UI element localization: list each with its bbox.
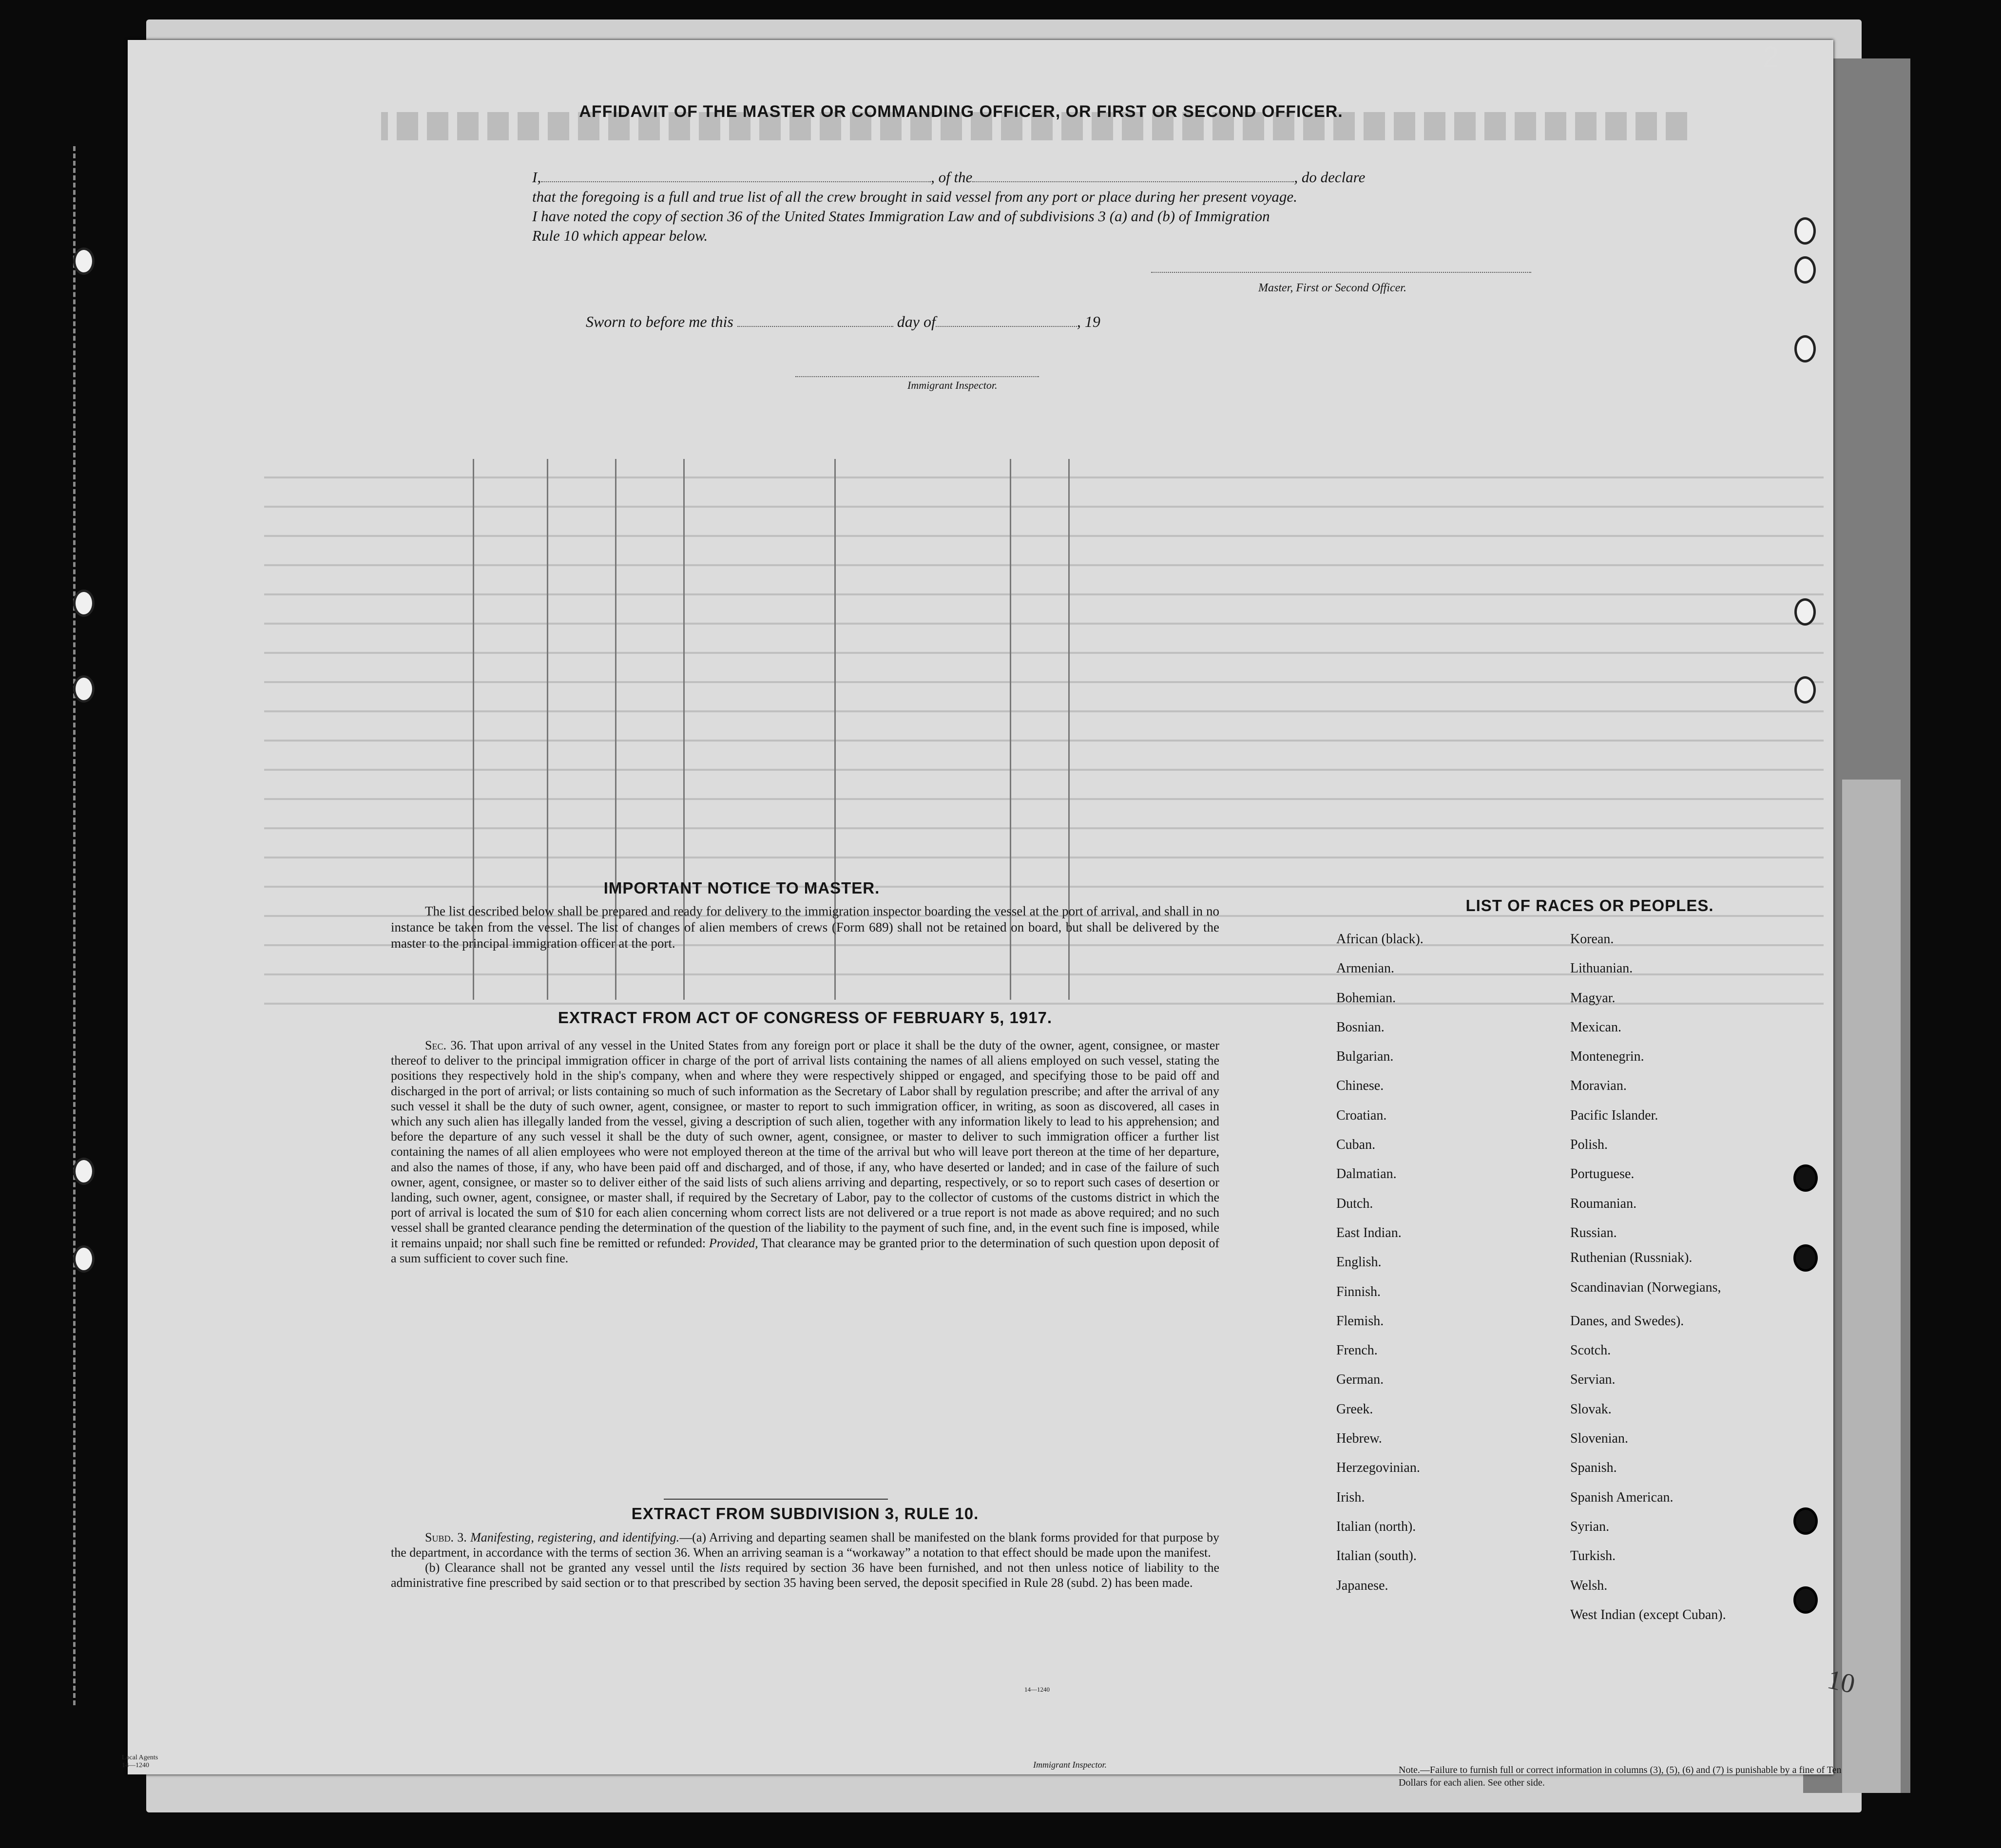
race-item: Slovenian. [1570, 1431, 1628, 1447]
inspector-signature-blank[interactable] [795, 376, 1039, 377]
race-item: Lithuanian. [1570, 961, 1633, 976]
punch-hole [1793, 1507, 1818, 1535]
subd-heading: Manifesting, registering, and identifying. [470, 1530, 680, 1544]
form-code: 14—1240 [1024, 1686, 1050, 1693]
race-item: Scandinavian (Norwegians, [1570, 1279, 1721, 1295]
race-item: Chinese. [1336, 1078, 1384, 1094]
race-item: Ruthenian (Russniak). [1570, 1250, 1693, 1266]
race-item: Herzegovinian. [1336, 1460, 1420, 1476]
race-item: Russian. [1570, 1225, 1617, 1240]
handwritten-page-number: 2 [1763, 40, 1779, 73]
provided-word: Provided, [709, 1236, 758, 1250]
inspector-label: Immigrant Inspector. [907, 379, 998, 391]
race-item: Dalmatian. [1336, 1166, 1397, 1182]
handwritten-margin-number: 10 [1825, 1664, 1858, 1700]
punch-hole [1794, 217, 1816, 245]
para-b-rest: required by section 36 have been furnished, and not then unless notice of liability to the administrative fine prescribed by said section or to that prescribed by section 35 having been served, the deposit specified in Rule 28 (subd. 2) has been made. [391, 1561, 1220, 1590]
left-punch-hole [73, 675, 95, 703]
race-item: French. [1336, 1343, 1378, 1358]
para-a-text: —(a) Arriving and departing seamen shall be manifested on the blank forms provided for that purpose by the department, in accordance with the terms of section 36. When an arriving seaman is a “workaway” a notation to that effect should be made upon the manifest. [391, 1530, 1219, 1560]
affidavit-do-declare: , do declare [1294, 169, 1366, 186]
para-a [391, 1530, 1219, 1560]
affidavit-line-2: that the foregoing is a full and true list of all the crew brought in said vessel from any port or place during her present voyage. [532, 188, 1297, 205]
race-item: Polish. [1570, 1137, 1608, 1153]
race-item: Japanese. [1336, 1578, 1388, 1593]
punch-hole [1794, 335, 1816, 362]
race-item: Slovak. [1570, 1401, 1612, 1417]
race-item: Bohemian. [1336, 990, 1396, 1006]
race-item: Korean. [1570, 932, 1614, 947]
race-item: East Indian. [1336, 1225, 1402, 1240]
sworn-month-blank[interactable] [936, 314, 1077, 327]
para-b-start: Clearance shall not be granted any vessel until the [444, 1561, 715, 1575]
punch-hole [1793, 1586, 1818, 1614]
race-item: Welsh. [1570, 1578, 1608, 1593]
signature-blank[interactable] [1151, 272, 1531, 273]
race-item: Bulgarian. [1336, 1049, 1394, 1065]
race-item: Dutch. [1336, 1196, 1373, 1211]
section-36-text [391, 1038, 1219, 1266]
subdivision-text [391, 1530, 1219, 1590]
para-b-label: (b) [425, 1561, 440, 1575]
sworn-line [586, 313, 1100, 331]
race-item: German. [1336, 1372, 1384, 1388]
affidavit-of-the: , of the [931, 169, 973, 186]
punch-hole [1794, 598, 1816, 626]
section-body-end: That clearance may be granted prior to the determination of such question upon deposit of a sum sufficient to cover such fine. [391, 1236, 1219, 1265]
race-item: Montenegrin. [1570, 1049, 1644, 1065]
race-item: Bosnian. [1336, 1019, 1385, 1035]
race-item: Turkish. [1570, 1548, 1616, 1564]
race-item: West Indian (except Cuban). [1570, 1607, 1726, 1622]
race-item: Pacific Islander. [1570, 1107, 1658, 1123]
affidavit-text [532, 168, 1604, 246]
vessel-blank[interactable] [972, 170, 1294, 182]
race-item: Spanish. [1570, 1460, 1617, 1476]
race-item: Greek. [1336, 1401, 1373, 1417]
notice-body: The list described below shall be prepared and ready for delivery to the immigration inspector boarding the vessel at the port of arrival, and shall in no instance be taken from the vessel. The list of changes of alien members of crews (Form 689) shall not be retained on board, but shall be delivered by the master to the principal immigration officer at the port. [391, 904, 1219, 951]
race-item: Danes, and Swedes). [1570, 1313, 1684, 1329]
para-b-lists: lists [720, 1561, 741, 1575]
races-title: LIST OF RACES OR PEOPLES. [1465, 896, 1714, 914]
race-item: Spanish American. [1570, 1489, 1674, 1505]
race-item: Finnish. [1336, 1284, 1381, 1299]
races-list-right [1570, 925, 1726, 1630]
affidavit-title: AFFIDAVIT OF THE MASTER OR COMMANDING OFFICER, OR FIRST OR SECOND OFFICER. [579, 102, 1343, 121]
race-item: Cuban. [1336, 1137, 1376, 1153]
back-sheet-edge-lower [1842, 780, 1901, 1793]
affidavit-line-4: Rule 10 which appear below. [532, 227, 708, 244]
footer-note: Note.—Failure to furnish full or correct information in columns (3), (5), (6) and (7) is punishable by a fine of Ten Dollars for each alien. See other side. [1399, 1765, 1842, 1788]
race-item: African (black). [1336, 932, 1424, 947]
punch-hole [1794, 676, 1816, 704]
race-item: Portuguese. [1570, 1166, 1635, 1182]
race-item: Servian. [1570, 1372, 1616, 1388]
left-punch-hole [73, 1245, 95, 1273]
race-item: Italian (north). [1336, 1519, 1416, 1534]
affidavit-line-1 [532, 168, 1604, 187]
race-item: Irish. [1336, 1489, 1365, 1505]
sworn-year: , 19 [1077, 313, 1100, 330]
race-item: English. [1336, 1255, 1382, 1270]
manifest-page [128, 40, 1833, 1774]
race-item: Croatian. [1336, 1107, 1387, 1123]
race-item: Armenian. [1336, 961, 1394, 976]
section-label: Sec. 36. [425, 1038, 466, 1052]
races-list-left [1336, 925, 1424, 1600]
race-item: Roumanian. [1570, 1196, 1637, 1211]
race-item: Italian (south). [1336, 1548, 1417, 1564]
race-item: Scotch. [1570, 1343, 1611, 1358]
para-b [391, 1560, 1219, 1590]
race-item: Mexican. [1570, 1019, 1621, 1035]
punch-hole [1793, 1244, 1818, 1272]
left-punch-hole [73, 590, 95, 617]
punch-hole [1793, 1164, 1818, 1192]
sworn-day-blank[interactable] [737, 314, 893, 327]
divider [664, 1499, 888, 1500]
affidavit-i: I, [532, 169, 541, 186]
sworn-day-of: day of [897, 313, 936, 330]
race-item: Magyar. [1570, 990, 1616, 1006]
race-item: Flemish. [1336, 1313, 1384, 1329]
section-body: That upon arrival of any vessel in the United States from any foreign port or place it shall be the duty of the owner, agent, consignee, or master thereof to deliver to the principal immigration officer in charge of the port of arrival lists containing the names of all aliens employed on such vessel, stating the positions they respectively hold in the ship's company, when and where they were respectively shipped or engaged, and specifying those to be paid off and discharged in the port of arrival; or lists containing so much of such information as the Secretary of Labor shall by regulation prescribe; and after the arrival of any such vessel it shall be the duty of such owner, agent, consignee, or master to report to such immigration officer, in writing, as soon as discovered, all cases in which any such alien has illegally landed from the vessel, giving a description of such alien, together with any information likely to lead to his apprehension; and before the departure of any such vessel it shall be the duty of such owner, agent, consignee, or master to deliver to such immigration officer a further list containing the names of all alien employees who were not employed thereon at the time of the arrival but who will leave port thereon at the time of her departure, and also the names of those, if any, who have been paid off and discharged, and of those, if any, who have deserted or landed; and in case of the failure of such owner, agent, consignee, or master so to deliver either of the said lists of such aliens arriving and departing, respectively, or so to report such cases of desertion or landing, such owner, agent, consignee, or master shall, if required by the Secretary of Labor, pay to the collector of customs of the customs district in which the port of arrival is located the sum of $10 for each alien concerning whom correct lists are not delivered or a true report is not made as above required; and no such vessel shall be granted clearance pending the determination of the question of the liability to the payment of such fine, and, in the event such fine is imposed, while it remains unpaid; nor shall such fine be remitted or refunded: [391, 1038, 1220, 1250]
race-item: Syrian. [1570, 1519, 1610, 1534]
race-item: Moravian. [1570, 1078, 1627, 1094]
left-punch-hole [73, 1158, 95, 1185]
sworn-prefix: Sworn to before me this [586, 313, 733, 330]
footer-code: 14—1240 [122, 1762, 149, 1769]
subd-label: Subd. 3. [425, 1530, 467, 1544]
extract-rule-title: EXTRACT FROM SUBDIVISION 3, RULE 10. [631, 1505, 979, 1523]
notice-title: IMPORTANT NOTICE TO MASTER. [603, 879, 880, 897]
name-blank[interactable] [541, 170, 931, 182]
punch-hole [1794, 256, 1816, 284]
footer-local-agents-label: Local Agents [122, 1754, 158, 1761]
left-punch-hole [73, 248, 95, 275]
race-item: Hebrew. [1336, 1431, 1382, 1447]
binding-marks [73, 146, 105, 1705]
affidavit-line-3: I have noted the copy of section 36 of the United States Immigration Law and of subdivisions 3 (a) and (b) of Immigration [532, 208, 1270, 225]
signature-label: Master, First or Second Officer. [1258, 282, 1406, 294]
footer-inspector-label: Immigrant Inspector. [1033, 1760, 1107, 1770]
extract-act-title: EXTRACT FROM ACT OF CONGRESS OF FEBRUARY 5, 1917. [558, 1009, 1053, 1027]
footer-local-agents [122, 1754, 158, 1770]
